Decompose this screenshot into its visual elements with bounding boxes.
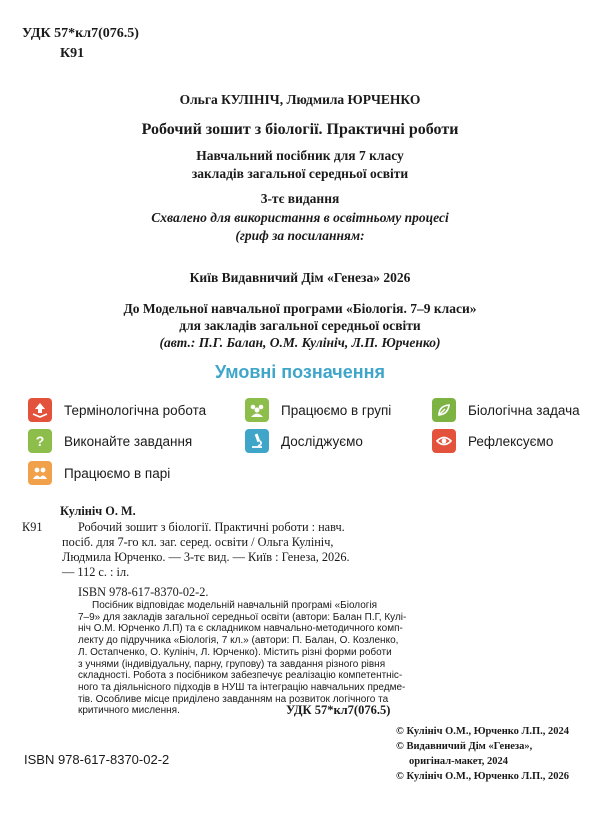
abstract-line: складності. Робота з посібником забезпечує реалізацію компетентніс-: [78, 670, 403, 682]
group-icon: [245, 398, 269, 422]
copyright-line-3: оригінал-макет, 2024: [409, 756, 509, 767]
legend-label: Біологічна задача: [468, 402, 580, 418]
abstract-line: ного та діяльнісного підходів в НУШ та інтеграцію навчальних предме-: [78, 681, 406, 693]
legend-label: Термінологічна робота: [64, 402, 207, 418]
abstract-line: Посібник відповідає модельній навчальній програмі «Біологія: [92, 600, 378, 611]
question-icon: [28, 429, 52, 453]
legend-heading: Умовні позначення: [214, 362, 386, 382]
legend-item-do-task: [28, 426, 192, 456]
bib-line-1: Робочий зошит з біології. Практичні роботи : навч.: [78, 520, 345, 534]
copyright-line-1: © Кулініч О.М., Юрченко Л.П., 2024: [396, 726, 570, 737]
subtitle-line-1: Навчальний посібник для 7 класу: [196, 148, 404, 163]
book-title: Робочий зошит з біології. Практичні роботи: [141, 121, 459, 138]
authors: Ольга КУЛІНІЧ, Людмила ЮРЧЕНКО: [179, 92, 421, 107]
book-up-arrow-icon: [28, 398, 52, 422]
leaf-pencil-icon: [432, 398, 456, 422]
eye-icon: [432, 429, 456, 453]
udc-repeat: УДК 57*кл7(076.5): [286, 703, 391, 717]
legend-label: Рефлексуємо: [468, 433, 554, 449]
abstract-line: Л. Остапченко, О. Кулініч, Л. Юрченко). Містить різні форми роботи: [78, 646, 392, 658]
pair-icon: [28, 461, 52, 485]
abstract-line: з учнями (індивідуальну, парну, групову) та завдання різного рівня: [78, 658, 386, 670]
publisher-line: Київ Видавничий Дім «Генеза» 2026: [189, 270, 411, 285]
isbn-catalog: ISBN 978-617-8370-02-2.: [78, 585, 209, 599]
copyright-line-2: © Видавничий Дім «Генеза»,: [396, 741, 533, 752]
copyright-line-4: © Кулініч О.М., Юрченко Л.П., 2026: [396, 771, 570, 782]
legend-item-bio-task: [432, 395, 580, 425]
isbn-bottom: ISBN 978-617-8370-02-2: [24, 752, 170, 767]
legend-item-group-work: [245, 395, 391, 425]
legend-item-pair-work: [28, 458, 170, 488]
abstract-line: ніч О.М. Юрченко Л.П) та є складником навчально-методичного комп-: [78, 623, 403, 635]
abstract-line: 7–9» для закладів загальної середньої освіти (автори: Балан П.Г, Кулі-: [78, 611, 407, 623]
edition: 3-тє видання: [260, 191, 340, 206]
legend-label: Працюємо в групі: [281, 402, 392, 418]
program-line-2: для закладів загальної середньої освіти: [179, 318, 421, 333]
legend-item-reflection: [432, 426, 553, 456]
subtitle-line-2: закладів загальної середньої освіти: [191, 166, 409, 181]
legend-item-research: [245, 426, 363, 456]
svg-text:?: ?: [35, 433, 45, 449]
legend-label: Працюємо в парі: [64, 465, 171, 481]
approval-line-1: Схвалено для використання в освітньому процесі: [151, 210, 449, 225]
legend-label: Виконайте завдання: [64, 433, 193, 449]
program-line-1: До Модельної навчальної програми «Біологія. 7–9 класи»: [123, 301, 477, 316]
abstract-line: критичного мислення.: [78, 705, 180, 717]
catalog-abstract: [78, 585, 530, 717]
abstract-line: тів. Особливе місце приділено завданням на розвиток логічного та: [78, 693, 389, 705]
microscope-icon: [245, 429, 269, 453]
bib-line-2: посіб. для 7-го кл. заг. серед. освіти / Ольга Кулініч,: [62, 535, 334, 549]
author-mark: К91: [60, 46, 85, 61]
legend-item-terminology: [28, 395, 206, 425]
legend-label: Досліджуємо: [281, 433, 363, 449]
bib-line-4: — 112 с. : іл.: [62, 565, 130, 579]
approval-line-2: (гриф за посиланням:: [235, 228, 365, 243]
catalog-author: Кулініч О. М.: [60, 504, 136, 518]
catalog-mark: К91: [22, 520, 43, 534]
abstract-line: лекту до підручника «Біологія, 7 кл.» (автори: П. Балан, О. Козленко,: [78, 635, 399, 647]
program-line-3: (авт.: П.Г. Балан, О.М. Кулініч, Л.П. Юрченко): [159, 335, 441, 350]
bib-line-3: Людмила Юрченко. — 3-тє вид. — Київ : Генеза, 2026.: [62, 550, 350, 564]
udc-code: УДК 57*кл7(076.5): [22, 26, 139, 41]
